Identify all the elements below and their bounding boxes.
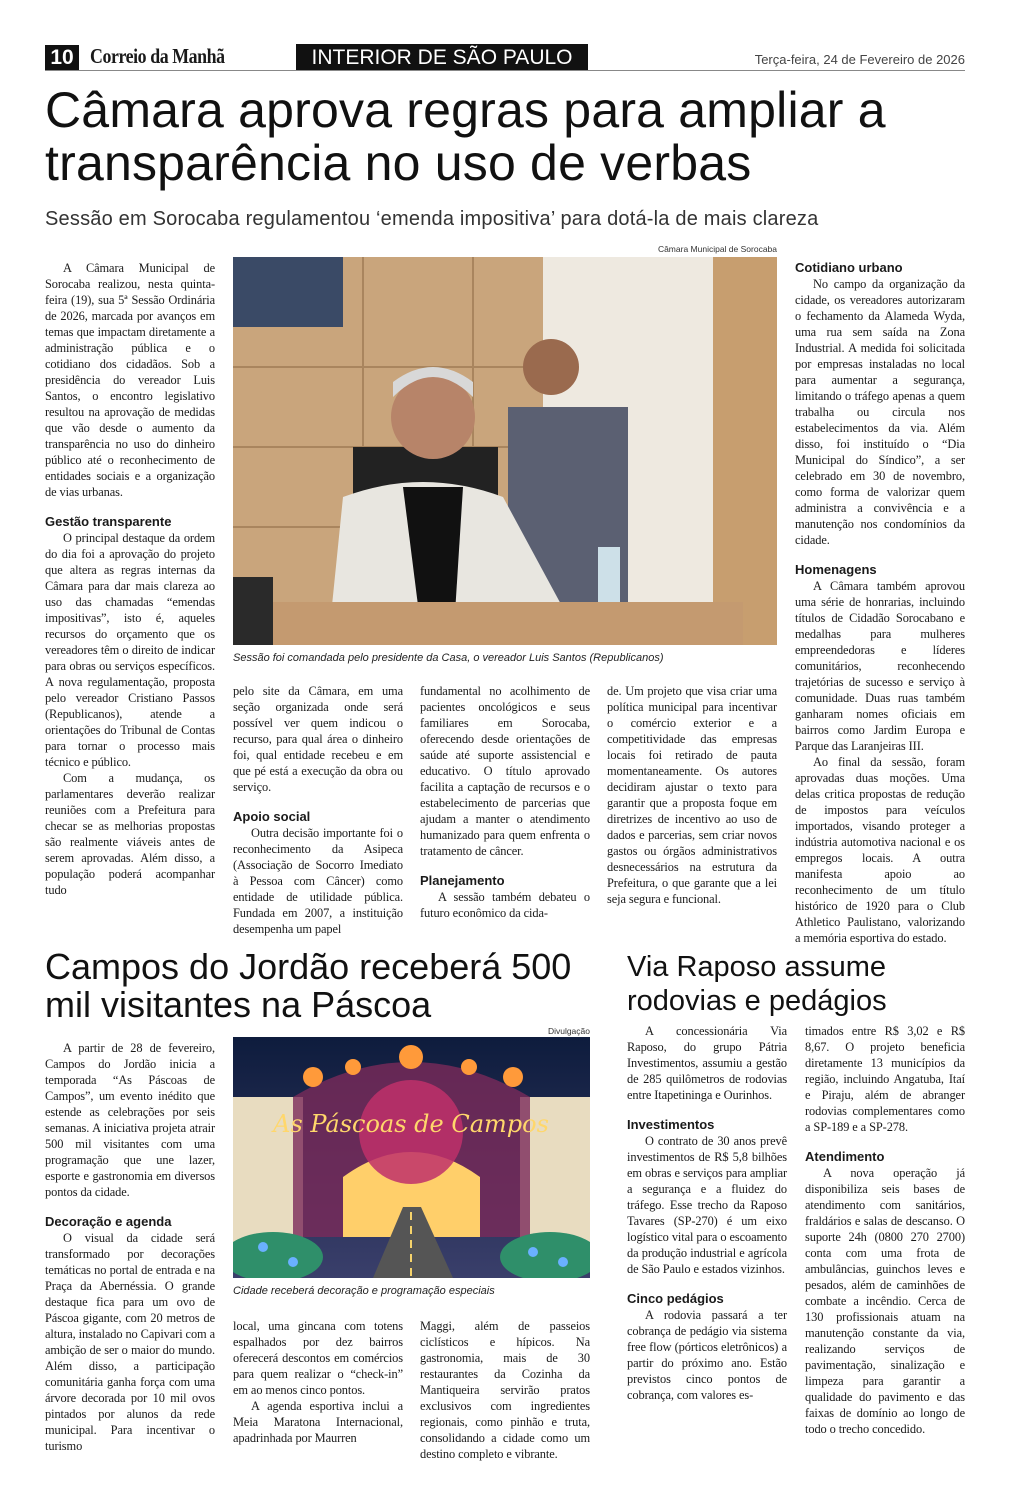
section-subheading: Planejamento [420, 873, 505, 888]
body-paragraph: A partir de 28 de fevereiro, Campos do Jordão inicia a temporada “As Páscoas de Campos”, um evento inédito que estende as celebrações por seis semanas. A iniciativa projeta atrair 500 mil visitantes com uma programação que une lazer, esporte e gastronomia em diversos pontos da cidade. [45, 1041, 215, 1199]
story3-column-2 [805, 1023, 965, 1437]
section-label: INTERIOR DE SÃO PAULO [296, 44, 588, 71]
arch-sign-text: As Páscoas de Campos [273, 1110, 549, 1138]
body-paragraph: O principal destaque da ordem do dia foi a aprovação do projeto que altera as regras internas da Câmara para dar mais clareza ao uso das chamadas “emendas impositivas”, isto é, aqueles recursos do orçamento que os vereadores têm o direito de indicar para obras ou serviços específicos. A nova regulamentação, proposta pelo vereador Cristiano Passos (Republicanos), atende a orientações do Tribunal de Contas para tornar o processo mais técnico e público. [45, 531, 215, 769]
body-paragraph: A sessão também debateu o futuro econômico da cida- [420, 890, 590, 920]
body-paragraph: A agenda esportiva inclui a Meia Maratona Internacional, apadrinhada por Maurren [233, 1399, 403, 1445]
section-subheading: Atendimento [805, 1149, 885, 1164]
body-paragraph: O contrato de 30 anos prevê investimentos de R$ 5,8 bilhões em obras e serviços para ampliar a segurança e a fluidez do tráfego. Esse trecho da Raposo Tavares (SP-270) é um eixo logístico vital para o escoamento da produção industrial e agrícola de São Paulo e estados vizinhos. [627, 1134, 787, 1276]
story1-photo [233, 257, 777, 645]
body-paragraph: O visual da cidade será transformado por decorações temáticas no portal de entrada e na Praça da Abernéssia. O grande destaque fica para um ovo de Páscoa gigante, com 20 metros de altura, instalado no Capivari com a ambição de ser o maior do mundo. Além disso, a participação comunitária ganha força com uma árvore decorada por 10 mil ovos pintados por alunos da rede municipal. Para incentivar o turismo [45, 1231, 215, 1453]
story2-photo [233, 1037, 590, 1278]
story3-headline: Via Raposo assume rodovias e pedágios [627, 951, 887, 1017]
body-paragraph: Ao final da sessão, foram aprovadas duas moções. Uma delas critica propostas de redução de impostos para veículos importados, visando proteger a indústria automotiva nacional e os empregos locais. A outra manifesta apoio ao reconhecimento de um título histórico de 1920 para o Club Athletico Paulistano, valorizando a memória esportiva do estado. [795, 755, 965, 945]
story1-column-3 [420, 683, 590, 921]
section-subheading: Cotidiano urbano [795, 260, 903, 275]
body-paragraph: de. Um projeto que visa criar uma política municipal para incentivar o comércio exterior e a competitividade das empresas locais foi retirado de pauta momentaneamente. Os autores decidiram ajustar o texto para garantir que a proposta foque em diretrizes de incentivo ao uso de dados e parcerias, sem criar novos gastos ou órgãos administrativos desnecessários na estrutura da Prefeitura, o que garante que a lei seja segura e funcional. [607, 684, 777, 906]
body-paragraph: A Câmara Municipal de Sorocaba realizou, nesta quinta-feira (19), sua 5ª Sessão Ordinária de 2026, marcada por avanços em temas que impactam diretamente a administração pública e o cotidiano dos cidadãos. Sob a presidência do vereador Luis Santos, o encontro legislativo resultou na aprovação de medidas que vão desde o aumento da transparência no uso do dinheiro público até o reconhecimento de entidades sociais e a organização de vias urbanas. [45, 261, 215, 499]
body-paragraph: Maggi, além de passeios ciclísticos e hípicos. Na gastronomia, mais de 30 restaurantes da Cozinha da Mantiqueira servirão pratos exclusivos com ingredientes regionais, como pinhão e truta, consolidando a cidade como um destino completo e vibrante. [420, 1319, 590, 1461]
story2-photo-credit: Divulgação [547, 1026, 590, 1036]
story2-column-2 [233, 1318, 403, 1446]
newspaper-logo: Correio da Manhã [90, 44, 225, 68]
issue-date: Terça-feira, 24 de Fevereiro de 2026 [754, 52, 965, 67]
section-subheading: Investimentos [627, 1117, 715, 1132]
story1-subheadline: Sessão em Sorocaba regulamentou ‘emenda impositiva’ para dotá-la de mais clareza [45, 208, 819, 230]
body-paragraph: A rodovia passará a ter cobrança de pedágio via sistema free flow (pórticos eletrônicos) a partir do próximo ano. Estão previstos cinco pontos de cobrança, com valores es- [627, 1308, 787, 1402]
body-paragraph: No campo da organização da cidade, os vereadores autorizaram o fechamento da Alameda Wyda, uma rua sem saída na Zona Industrial. A medida foi solicitada por empresas instaladas no local para aumentar a segurança, limitando o tráfego apenas a quem trabalha ou circula nos estabelecimentos da via. Além disso, foi instituído o “Dia Municipal do Síndico”, a ser celebrado em 30 de novembro, como forma de valorizar quem administra a convivência e a manutenção nos condomínios da cidade. [795, 277, 965, 547]
story1-column-2 [233, 683, 403, 937]
story1-column-1 [45, 260, 215, 898]
story2-headline: Campos do Jordão receberá 500 mil visitantes na Páscoa [45, 946, 572, 1025]
body-paragraph: Outra decisão importante foi o reconhecimento da Asipeca (Associação de Socorro Imediato à Pessoa com Câncer) como entidade de utilidade pública. Fundada em 2007, a instituição desempenha um papel [233, 826, 403, 936]
body-paragraph: pelo site da Câmara, em uma seção organizada onde será possível ver quem indicou o recurso, para qual área o dinheiro foi, qual entidade recebeu e em que pé está a execução da obra ou serviço. [233, 684, 403, 794]
story2-photo-caption: Cidade receberá decoração e programação especiais [233, 1285, 495, 1297]
body-paragraph: A Câmara também aprovou uma série de honrarias, incluindo títulos de Cidadão Sorocabano e medalhas para mulheres empreendedoras e líderes comunitários, reconhecendo trajetórias de sucesso e serviço à comunidade. Duas ruas também ganharam nomes oficiais em bairros como Jardim Europa e Parque das Laranjeiras III. [795, 579, 965, 753]
story3-column-1 [627, 1023, 787, 1403]
story2-column-1 [45, 1040, 215, 1454]
story1-photo-caption: Sessão foi comandada pelo presidente da Casa, o vereador Luis Santos (Republicanos) [233, 652, 664, 664]
body-paragraph: timados entre R$ 3,02 e R$ 8,67. O projeto beneficia diretamente 13 municípios da região, incluindo Angatuba, Itaí e Piraju, além de abranger rodovias complementares como a SP-189 e a SP-278. [805, 1024, 965, 1134]
section-subheading: Apoio social [233, 809, 311, 824]
body-paragraph: fundamental no acolhimento de pacientes oncológicos e seus familiares em Sorocaba, oferecendo desde orientações de saúde até suporte assistencial e educativo. O título aprovado facilita a captação de recursos e o estabelecimento de parcerias que ajudam a manter o atendimento humanizado para quem enfrenta o tratamento de câncer. [420, 684, 590, 858]
section-subheading: Cinco pedágios [627, 1291, 724, 1306]
story1-photo-credit: Câmara Municipal de Sorocaba [657, 244, 777, 254]
body-paragraph: A nova operação já disponibiliza seis bases de atendimento com sanitários, fraldários e salas de descanso. O suporte 24h (0800 270 2700) conta com uma frota de ambulâncias, guinchos leves e pesados, além de caminhões de combate a incêndio. Cerca de 130 profissionais atuam na manutenção constante da via, realizando serviços de pavimentação, sinalização e limpeza para garantir a qualidade do pavimento e das faixas de domínio ao longo de todo o trecho concedido. [805, 1166, 965, 1436]
story1-column-5 [795, 260, 965, 946]
header-rule [45, 70, 965, 71]
body-paragraph: local, uma gincana com totens espalhados por dez bairros oferecerá descontos em comércios para quem realizar o “check-in” em ao menos cinco pontos. [233, 1319, 403, 1397]
section-subheading: Decoração e agenda [45, 1214, 172, 1229]
body-paragraph: A concessionária Via Raposo, do grupo Pátria Investimentos, assumiu a gestão de 285 quilômetros de rodovias entre Itapetininga e Ourinhos. [627, 1024, 787, 1102]
section-subheading: Gestão transparente [45, 514, 172, 529]
story1-headline: Câmara aprova regras para ampliar a transparência no uso de verbas [45, 82, 886, 191]
story1-column-4 [607, 683, 777, 907]
story2-column-3 [420, 1318, 590, 1462]
page-number: 10 [45, 45, 79, 71]
section-subheading: Homenagens [795, 562, 877, 577]
body-paragraph: Com a mudança, os parlamentares deverão realizar reuniões com a Prefeitura para checar se as melhorias propostas são realmente viáveis antes de serem aprovadas. Além disso, a população poderá acompanhar tudo [45, 771, 215, 897]
